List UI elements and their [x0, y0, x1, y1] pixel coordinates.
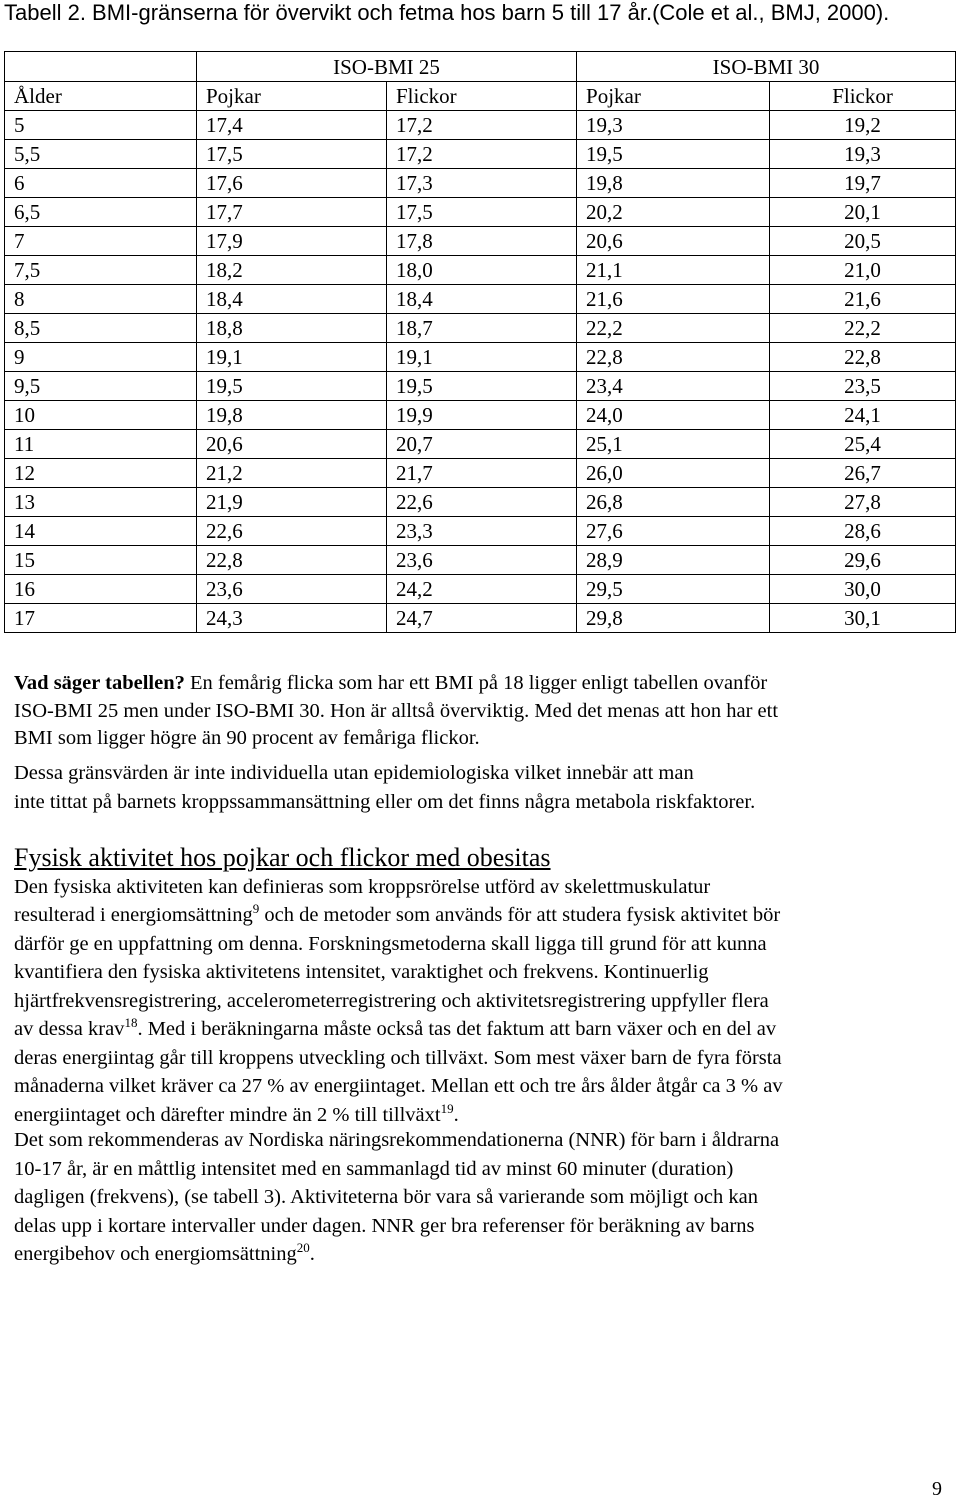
- table-row: [5, 227, 956, 256]
- bmi-value-cell: 26,7: [770, 459, 956, 488]
- bmi-value-cell: 23,3: [387, 517, 577, 546]
- age-cell: 5,5: [5, 140, 197, 169]
- bmi-value-cell: 17,5: [387, 198, 577, 227]
- age-cell: 7,5: [5, 256, 197, 285]
- age-cell: 8,5: [5, 314, 197, 343]
- bmi-value-cell: 19,7: [770, 169, 956, 198]
- text-line: inte tittat på barnets kroppssammansättning eller om det finns några metabola riskfaktorer.: [14, 790, 756, 813]
- text-line: ISO-BMI 25 men under ISO-BMI 30. Hon är alltså överviktig. Med det menas att hon har ett: [14, 699, 779, 722]
- table-row: [5, 343, 956, 372]
- bmi-value-cell: 28,9: [577, 546, 770, 575]
- bmi-value-cell: 19,5: [197, 372, 387, 401]
- bmi-value-cell: 18,8: [197, 314, 387, 343]
- table-row: [5, 314, 956, 343]
- age-cell: 10: [5, 401, 197, 430]
- bmi-value-cell: 20,7: [387, 430, 577, 459]
- bmi-value-cell: 24,7: [387, 604, 577, 633]
- bmi-table: [4, 51, 956, 633]
- table-row: [5, 401, 956, 430]
- bmi-value-cell: 28,6: [770, 517, 956, 546]
- age-cell: 16: [5, 575, 197, 604]
- bmi-value-cell: 17,8: [387, 227, 577, 256]
- paragraph-recommendations: [14, 1126, 954, 1269]
- age-cell: 5: [5, 111, 197, 140]
- bmi-value-cell: 18,4: [387, 285, 577, 314]
- paragraph-physical-activity: [14, 873, 954, 1129]
- table-row: [5, 285, 956, 314]
- bmi-value-cell: 24,3: [197, 604, 387, 633]
- bmi-value-cell: 20,6: [577, 227, 770, 256]
- column-header-girls-30: Flickor: [770, 82, 956, 111]
- bmi-value-cell: 21,6: [577, 285, 770, 314]
- bmi-value-cell: 19,8: [197, 401, 387, 430]
- text-span: och de metoder som används för att studera fysisk aktivitet bör: [259, 904, 781, 927]
- column-header-girls-25: Flickor: [387, 82, 577, 111]
- table-row: [5, 488, 956, 517]
- age-cell: 8: [5, 285, 197, 314]
- reference-superscript: 9: [252, 901, 260, 917]
- table-row: [5, 169, 956, 198]
- table-row: [5, 372, 956, 401]
- bmi-value-cell: 17,6: [197, 169, 387, 198]
- text-line: månaderna vilket kräver ca 27 % av energiintaget. Mellan ett och tre års ålder åtgår ca 3 % av: [14, 1075, 783, 1098]
- table-row: [5, 517, 956, 546]
- bmi-value-cell: 25,4: [770, 430, 956, 459]
- page-number: 9: [932, 1478, 942, 1500]
- bmi-value-cell: 21,7: [387, 459, 577, 488]
- group-header-row: [5, 52, 956, 82]
- bmi-value-cell: 29,5: [577, 575, 770, 604]
- bmi-value-cell: 23,5: [770, 372, 956, 401]
- bmi-value-cell: 19,2: [770, 111, 956, 140]
- bmi-value-cell: 17,2: [387, 111, 577, 140]
- table-row: [5, 430, 956, 459]
- text-line: BMI som ligger högre än 90 procent av femåriga flickor.: [14, 727, 480, 750]
- group-header-iso-bmi-25: ISO-BMI 25: [197, 52, 577, 82]
- reference-superscript: 20: [296, 1240, 310, 1255]
- text-span: .: [309, 1243, 315, 1265]
- table-row: [5, 256, 956, 285]
- bmi-value-cell: 18,7: [387, 314, 577, 343]
- text-line: 10-17 år, är en måttlig intensitet med en sammanlagd tid av minst 60 minuter (duration): [14, 1157, 734, 1180]
- age-cell: 9: [5, 343, 197, 372]
- bmi-value-cell: 19,3: [577, 111, 770, 140]
- age-cell: 6: [5, 169, 197, 198]
- text-line: Det som rekommenderas av Nordiska näringsrekommendationerna (NNR) för barn i åldrarna: [14, 1129, 780, 1151]
- bmi-value-cell: 24,0: [577, 401, 770, 430]
- age-cell: 7: [5, 227, 197, 256]
- bmi-value-cell: 20,2: [577, 198, 770, 227]
- column-header-boys-25: Pojkar: [197, 82, 387, 111]
- bmi-value-cell: 25,1: [577, 430, 770, 459]
- text-line: [14, 1015, 954, 1043]
- bmi-value-cell: 29,8: [577, 604, 770, 633]
- bmi-value-cell: 22,2: [770, 314, 956, 343]
- text-span: En femårig flicka som har ett BMI på 18 ligger enligt tabellen ovanför: [184, 672, 768, 694]
- bmi-value-cell: 17,4: [197, 111, 387, 140]
- text-span: resulterad i energiomsättning: [14, 904, 253, 927]
- bmi-value-cell: 23,6: [387, 546, 577, 575]
- bmi-value-cell: 18,2: [197, 256, 387, 285]
- bmi-value-cell: 17,9: [197, 227, 387, 256]
- text-line: [14, 1240, 954, 1269]
- bmi-value-cell: 19,9: [387, 401, 577, 430]
- text-span: energiintaget och därefter mindre än 2 % till tillväxt: [14, 1103, 441, 1126]
- table-row: [5, 604, 956, 633]
- column-header-age: Ålder: [5, 82, 197, 111]
- age-cell: 15: [5, 546, 197, 575]
- bmi-value-cell: 18,0: [387, 256, 577, 285]
- bmi-value-cell: 19,8: [577, 169, 770, 198]
- bmi-value-cell: 17,3: [387, 169, 577, 198]
- bold-question: Vad säger tabellen?: [14, 672, 185, 694]
- bmi-value-cell: 26,8: [577, 488, 770, 517]
- age-cell: 14: [5, 517, 197, 546]
- reference-superscript: 18: [124, 1015, 138, 1031]
- bmi-value-cell: 19,5: [577, 140, 770, 169]
- bmi-value-cell: 20,6: [197, 430, 387, 459]
- bmi-value-cell: 30,1: [770, 604, 956, 633]
- bmi-value-cell: 27,8: [770, 488, 956, 517]
- bmi-value-cell: 30,0: [770, 575, 956, 604]
- paragraph-limits: [14, 759, 954, 816]
- section-heading: Fysisk aktivitet hos pojkar och flickor med obesitas: [14, 843, 551, 872]
- paragraph-table-explanation: [14, 670, 954, 753]
- bmi-value-cell: 23,6: [197, 575, 387, 604]
- text-line: hjärtfrekvensregistrering, accelerometerregistrering och aktivitetsregistrering uppfyller flera: [14, 989, 769, 1012]
- text-span: av dessa krav: [14, 1018, 125, 1041]
- bmi-value-cell: 24,1: [770, 401, 956, 430]
- group-header-blank: [5, 52, 197, 82]
- table-row: [5, 459, 956, 488]
- table-row: [5, 546, 956, 575]
- bmi-value-cell: 22,2: [577, 314, 770, 343]
- bmi-value-cell: 24,2: [387, 575, 577, 604]
- column-header-boys-30: Pojkar: [577, 82, 770, 111]
- text-line: [14, 670, 954, 698]
- text-line: Den fysiska aktiviteten kan definieras som kroppsrörelse utförd av skelettmuskulatur: [14, 876, 711, 898]
- text-line: [14, 1101, 954, 1129]
- text-span: . Med i beräkningarna måste också tas det faktum att barn växer och en del av: [137, 1018, 777, 1041]
- age-cell: 11: [5, 430, 197, 459]
- age-cell: 12: [5, 459, 197, 488]
- text-line: Dessa gränsvärden är inte individuella utan epidemiologiska vilket innebär att man: [14, 762, 694, 784]
- bmi-value-cell: 19,5: [387, 372, 577, 401]
- bmi-value-cell: 21,6: [770, 285, 956, 314]
- age-cell: 6,5: [5, 198, 197, 227]
- text-line: delas upp i kortare intervaller under dagen. NNR ger bra referenser för beräkning av barns: [14, 1214, 755, 1237]
- table-row: [5, 575, 956, 604]
- bmi-value-cell: 29,6: [770, 546, 956, 575]
- text-line: [14, 901, 954, 929]
- text-span: energibehov och energiomsättning: [14, 1243, 297, 1265]
- bmi-value-cell: 21,1: [577, 256, 770, 285]
- age-cell: 17: [5, 604, 197, 633]
- bmi-value-cell: 21,9: [197, 488, 387, 517]
- text-line: därför ge en uppfattning om denna. Forskningsmetoderna skall ligga till grund för att kunna: [14, 932, 767, 955]
- table-row: [5, 140, 956, 169]
- text-line: kvantifiera den fysiska aktivitetens intensitet, varaktighet och frekvens. Kontinuerlig: [14, 961, 709, 984]
- reference-superscript: 19: [440, 1100, 454, 1116]
- bmi-value-cell: 19,3: [770, 140, 956, 169]
- column-header-row: [5, 82, 956, 111]
- bmi-value-cell: 22,8: [577, 343, 770, 372]
- bmi-value-cell: 23,4: [577, 372, 770, 401]
- bmi-value-cell: 17,7: [197, 198, 387, 227]
- bmi-value-cell: 20,1: [770, 198, 956, 227]
- bmi-value-cell: 21,0: [770, 256, 956, 285]
- text-span: .: [453, 1103, 459, 1126]
- group-header-iso-bmi-30: ISO-BMI 30: [577, 52, 956, 82]
- table-caption: Tabell 2. BMI-gränserna för övervikt och fetma hos barn 5 till 17 år.(Cole et al., BMJ, 2000).: [4, 0, 890, 25]
- age-cell: 9,5: [5, 372, 197, 401]
- table-row: [5, 198, 956, 227]
- bmi-value-cell: 22,8: [770, 343, 956, 372]
- bmi-value-cell: 17,5: [197, 140, 387, 169]
- bmi-value-cell: 26,0: [577, 459, 770, 488]
- bmi-value-cell: 20,5: [770, 227, 956, 256]
- table-row: [5, 111, 956, 140]
- text-line: dagligen (frekvens), (se tabell 3). Aktiviteterna bör vara så varierande som möjligt och kan: [14, 1186, 759, 1208]
- bmi-value-cell: 27,6: [577, 517, 770, 546]
- bmi-value-cell: 19,1: [387, 343, 577, 372]
- bmi-value-cell: 21,2: [197, 459, 387, 488]
- bmi-value-cell: 19,1: [197, 343, 387, 372]
- bmi-value-cell: 22,6: [197, 517, 387, 546]
- bmi-value-cell: 17,2: [387, 140, 577, 169]
- age-cell: 13: [5, 488, 197, 517]
- bmi-value-cell: 22,8: [197, 546, 387, 575]
- bmi-value-cell: 18,4: [197, 285, 387, 314]
- text-line: deras energiintag går till kroppens utveckling och tillväxt. Som mest växer barn de fyra första: [14, 1046, 782, 1069]
- bmi-value-cell: 22,6: [387, 488, 577, 517]
